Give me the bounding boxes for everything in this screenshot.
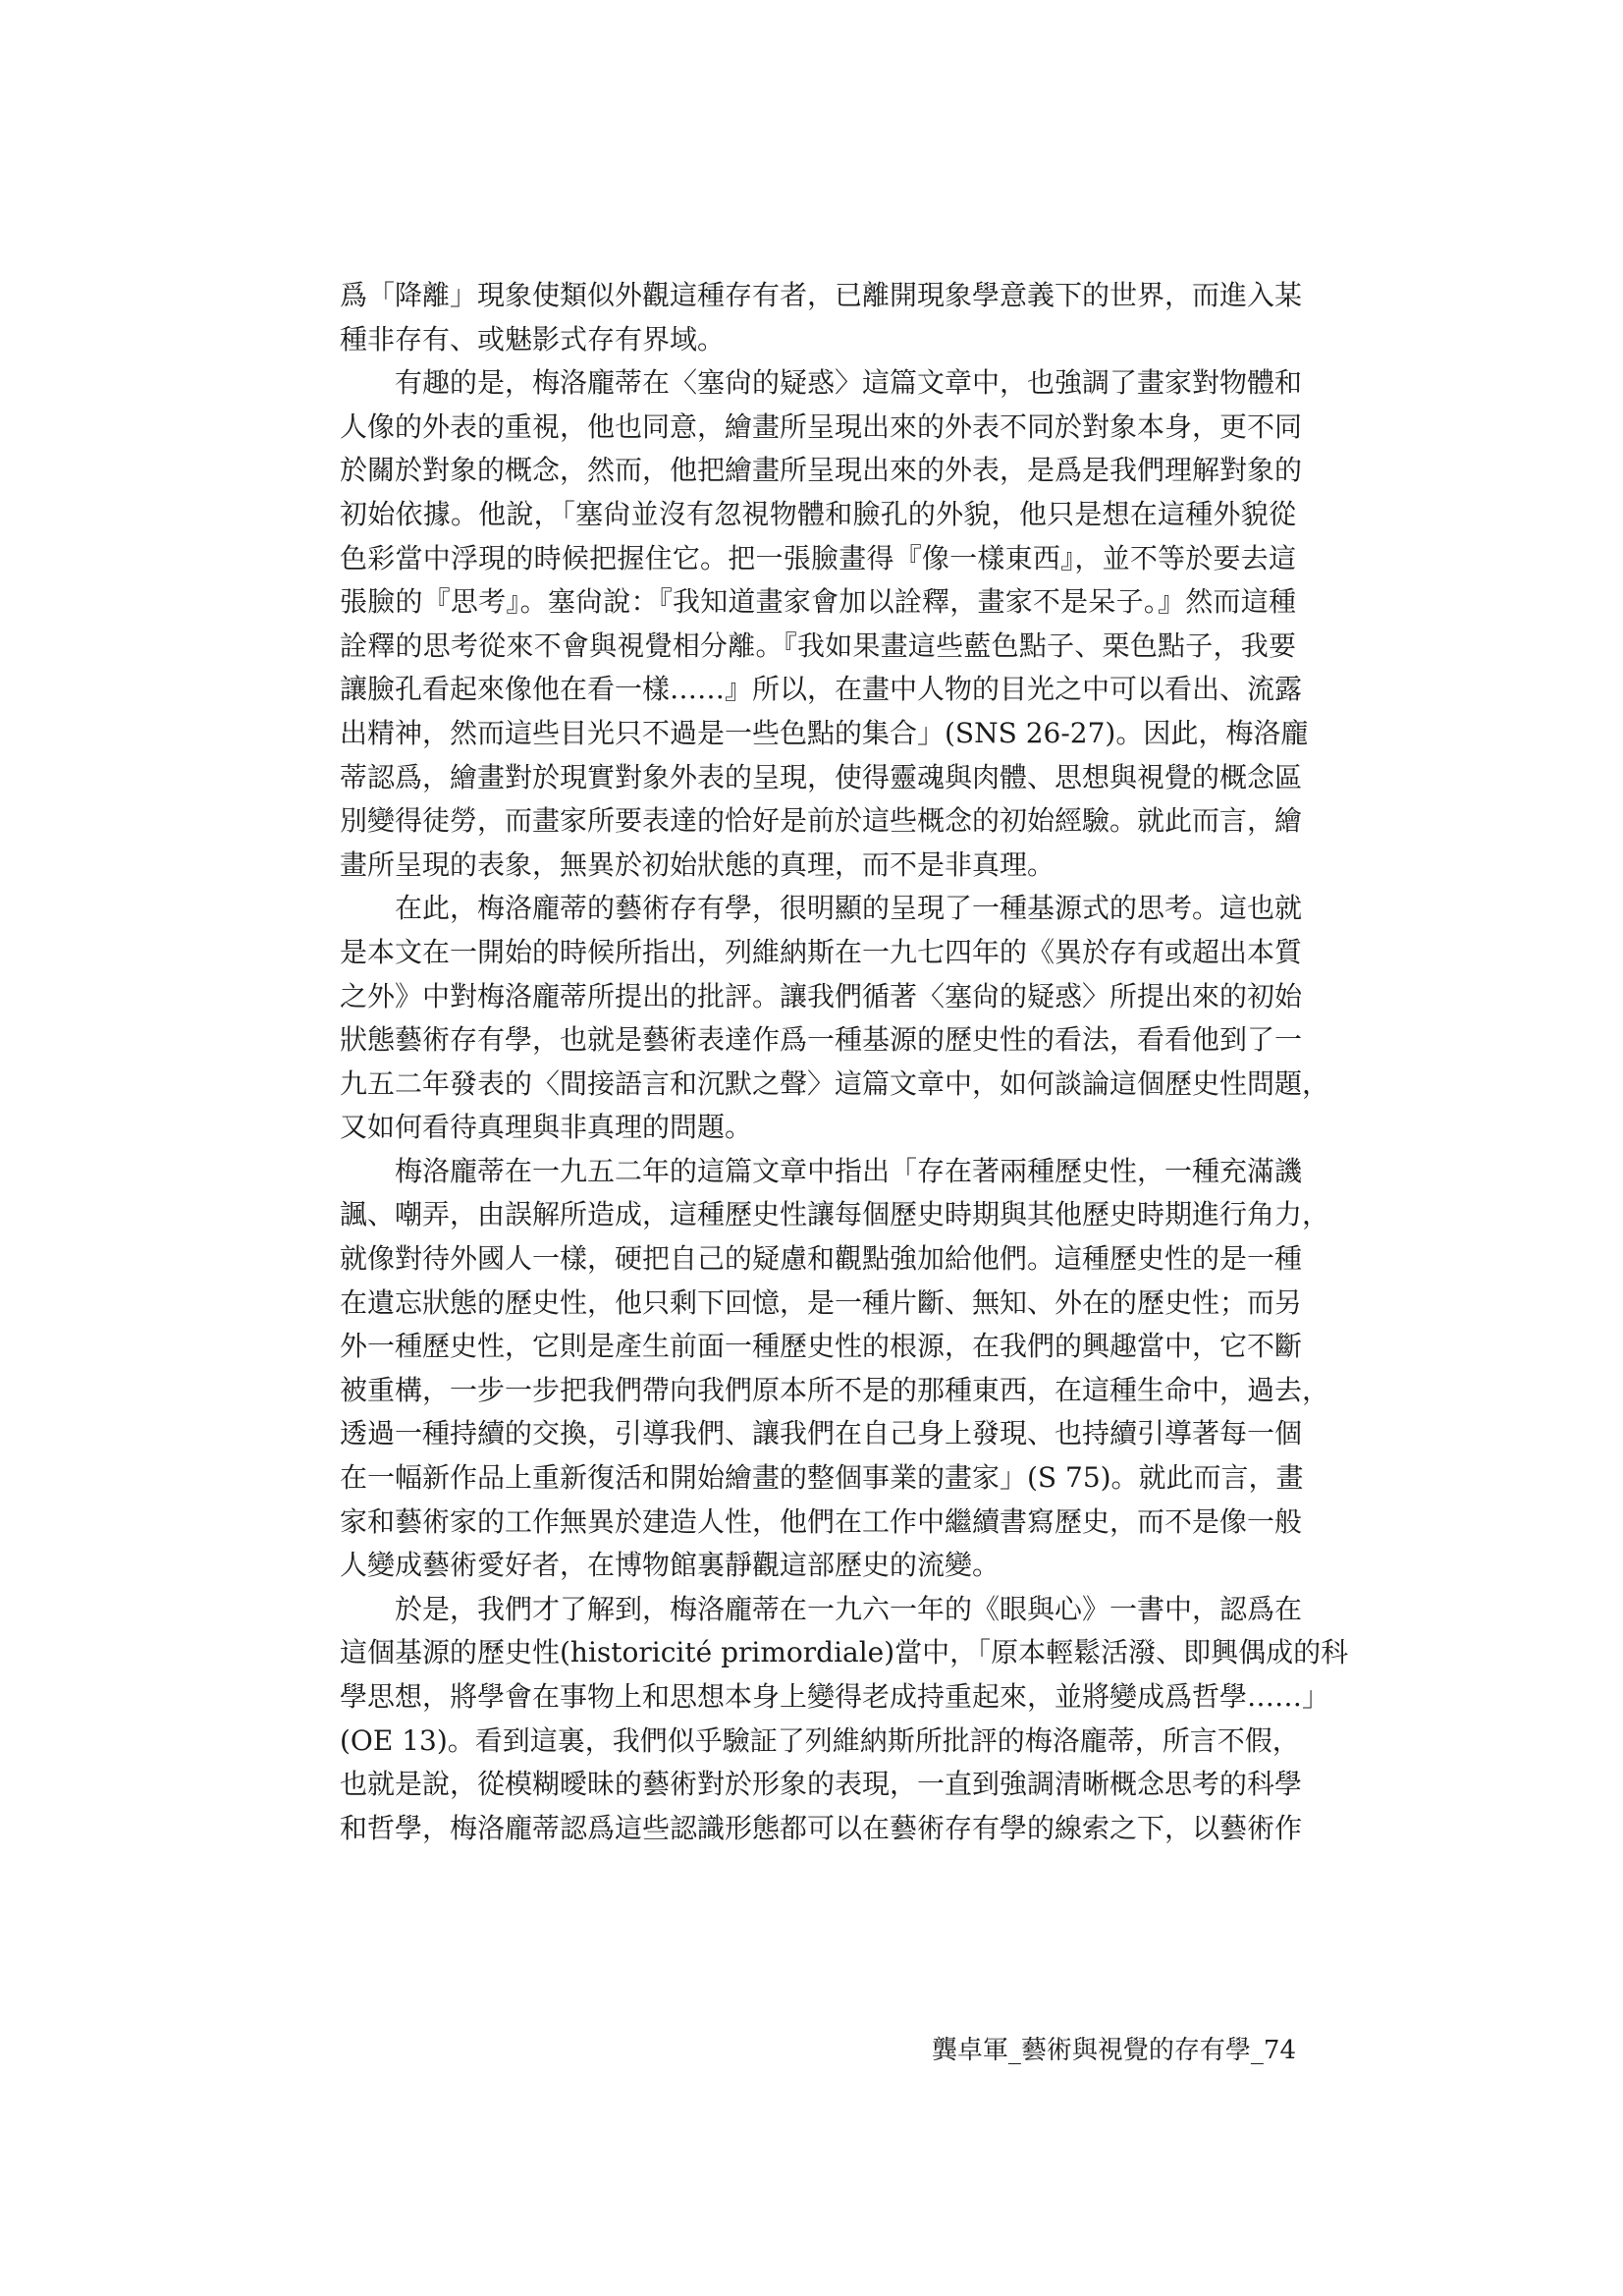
text-line: 人像的外表的重視，他也同意，繪畫所呈現出來的外表不同於對象本身，更不同 [340,410,1303,443]
paragraph-first-line: 梅洛龐蒂在一九五二年的這篇文章中指出「存在著兩種歷史性，一種充滿譏 [395,1154,1303,1187]
paragraph-first-line: 有趣的是，梅洛龐蒂在〈塞尙的疑惑〉這篇文章中，也強調了畫家對物體和 [395,366,1303,400]
text-line: 爲「降離」現象使類似外觀這種存有者，已離開現象學意義下的世界，而進入某 [340,279,1303,311]
text-line: 外一種歷史性，它則是產生前面一種歷史性的根源，在我們的興趣當中，它不斷 [340,1330,1303,1363]
text-line: 是本文在一開始的時候所指出，列維納斯在一九七四年的《異於存有或超出本質 [340,935,1303,968]
text-line: 家和藝術家的工作無異於建造人性，他們在工作中繼續書寫歷史，而不是像一般 [340,1504,1303,1538]
text-line: 透過一種持續的交換，引導我們、讓我們在自己身上發現、也持續引導著每一個 [340,1417,1303,1450]
text-line: 在遺忘狀態的歷史性，他只剩下回憶，是一種片斷、無知、外在的歷史性；而另 [340,1285,1303,1319]
text-line: 別變得徒勞，而畫家所要表達的恰好是前於這些概念的初始經驗。就此而言，繪 [340,804,1303,838]
text-line: (OE 13)。看到這裏，我們似乎驗証了列維納斯所批評的梅洛龐蒂，所言不假， [340,1723,1300,1757]
text-line: 在一幅新作品上重新復活和開始繪畫的整個事業的畫家」(S 75)。就此而言，畫 [340,1461,1304,1495]
text-line: 人變成藝術愛好者，在博物館裏靜觀這部歷史的流變。 [340,1549,1001,1582]
text-line: 出精神，然而這些目光只不過是一些色點的集合」(SNS 26-27)。因此，梅洛龐 [340,716,1309,749]
text-line: 於關於對象的概念，然而，他把繪畫所呈現出來的外表，是爲是我們理解對象的 [340,454,1303,487]
text-line: 種非存有、或魅影式存有界域。 [340,322,726,355]
text-line: 蒂認爲，繪畫對於現實對象外表的呈現，使得靈魂與肉體、思想與視覺的概念區 [340,760,1303,793]
paragraph-first-line: 在此，梅洛龐蒂的藝術存有學，很明顯的呈現了一種基源式的思考。這也就 [395,892,1303,925]
text-line: 詮釋的思考從來不會與視覺相分離。『我如果畫這些藍色點子、栗色點子，我要 [340,629,1296,662]
text-line: 讓臉孔看起來像他在看一樣……』所以，在畫中人物的目光之中可以看出、流露 [340,673,1303,706]
body-text [340,274,1349,1850]
paragraph-first-line: 於是，我們才了解到，梅洛龐蒂在一九六一年的《眼與心》一書中，認爲在 [395,1592,1303,1625]
text-line: 張臉的『思考』。塞尙說：『我知道畫家會加以詮釋，畫家不是呆子。』然而這種 [340,585,1296,619]
text-line: 又如何看待真理與非真理的問題。 [340,1111,753,1144]
text-line: 學思想，將學會在事物上和思想本身上變得老成持重起來，並將變成爲哲學……」 [340,1680,1330,1713]
text-line: 之外》中對梅洛龐蒂所提出的批評。讓我們循著〈塞尙的疑惑〉所提出來的初始 [340,979,1303,1012]
text-line: 九五二年發表的〈間接語言和沉默之聲〉這篇文章中，如何談論這個歷史性問題， [340,1066,1330,1100]
running-footer: 龔卓軍_藝術與視覺的存有學_74 [931,2036,1296,2065]
text-line: 這個基源的歷史性(historicité primordiale)當中，「原本輕鬆活潑、即興偶成的科 [340,1636,1349,1669]
text-line: 諷、嘲弄，由誤解所造成，這種歷史性讓每個歷史時期與其他歷史時期進行角力， [340,1198,1330,1231]
text-line: 也就是說，從模糊曖昧的藝術對於形象的表現，一直到強調清晰概念思考的科學 [340,1768,1303,1801]
text-line: 初始依據。他說，「塞尙並沒有忽視物體和臉孔的外貌，他只是想在這種外貌從 [340,497,1296,530]
text-line: 狀態藝術存有學，也就是藝術表達作爲一種基源的歷史性的看法，看看他到了一 [340,1023,1303,1057]
text-line: 色彩當中浮現的時候把握住它。把一張臉畫得『像一樣東西』，並不等於要去這 [340,541,1296,574]
text-line: 就像對待外國人一樣，硬把自己的疑慮和觀點強加給他們。這種歷史性的是一種 [340,1242,1303,1276]
text-line: 畫所呈現的表象，無異於初始狀態的真理，而不是非真理。 [340,847,1055,881]
text-line: 被重構，一步一步把我們帶向我們原本所不是的那種東西，在這種生命中，過去， [340,1373,1330,1406]
text-line: 和哲學，梅洛龐蒂認爲這些認識形態都可以在藝術存有學的線索之下，以藝術作 [340,1811,1303,1844]
